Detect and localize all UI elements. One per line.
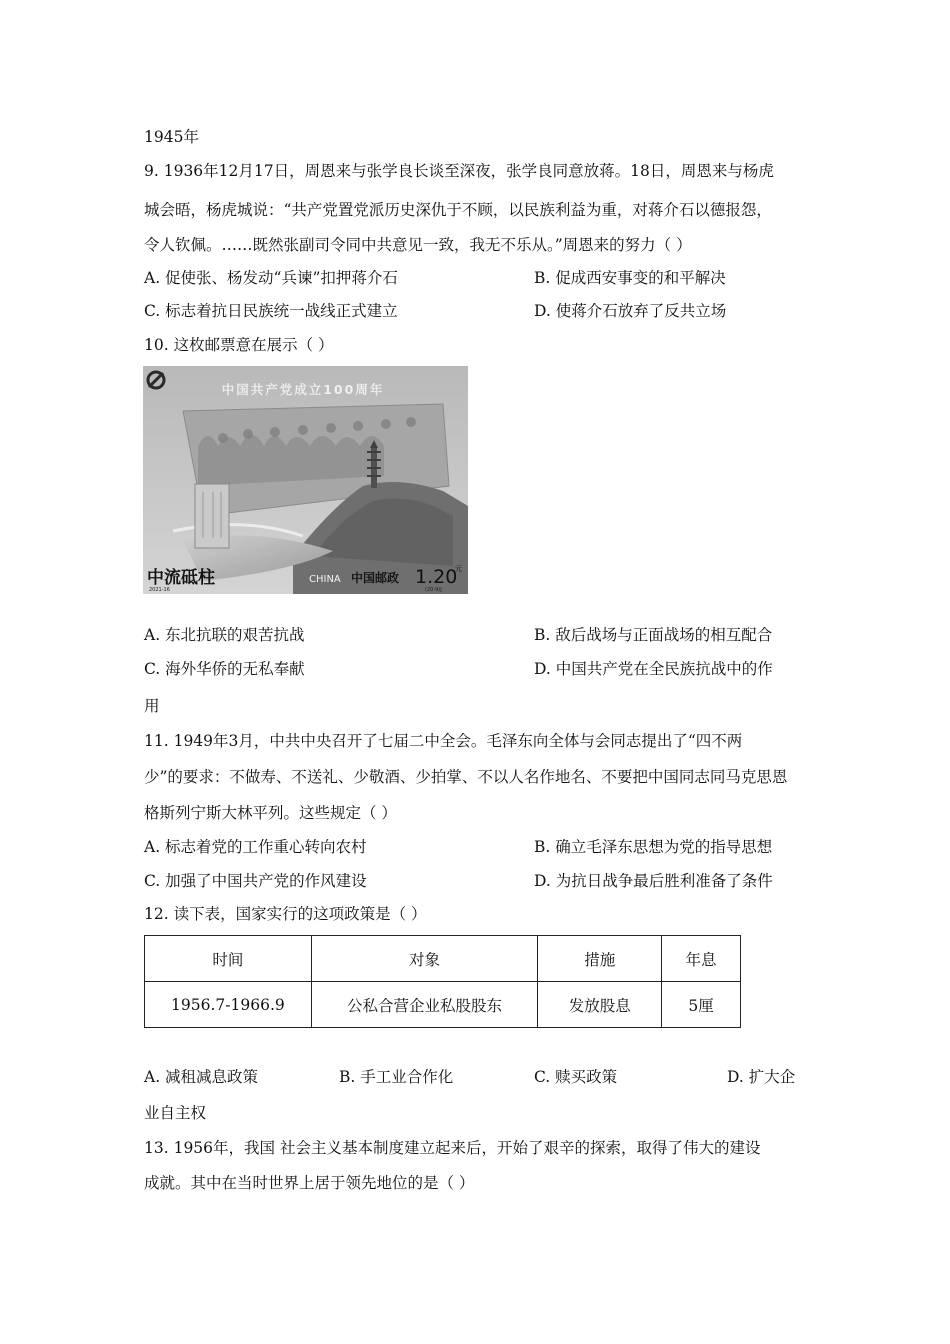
q9-stem-line-3: 令人钦佩。……既然张副司令同中共意见一致，我无不乐从。”周恩来的努力（ ） xyxy=(144,236,692,254)
q10-option-d: D. 中国共产党在全民族抗战中的作 xyxy=(534,660,773,678)
table-cell: 5厘 xyxy=(662,982,741,1028)
q12-option-c: C. 赎买政策 xyxy=(534,1068,618,1086)
q13-stem-line-1: 13. 1956年，我国 社会主义基本制度建立起来后，开始了艰辛的探索，取得了伟大的建设 xyxy=(144,1139,761,1157)
q11-stem-line-3: 格斯列宁斯大林平列。这些规定（ ） xyxy=(144,804,397,822)
q12-option-d: D. 扩大企 xyxy=(727,1068,796,1086)
q9-option-a: A. 促使张、杨发动“兵谏”扣押蒋介石 xyxy=(144,269,398,287)
q10-stem: 10. 这枚邮票意在展示（ ） xyxy=(144,336,334,354)
q10-option-a: A. 东北抗联的艰苦抗战 xyxy=(144,626,305,644)
q11-option-c: C. 加强了中国共产党的作风建设 xyxy=(144,872,367,890)
q11-option-b: B. 确立毛泽东思想为党的指导思想 xyxy=(534,838,773,856)
q12-option-d-wrap: 业自主权 xyxy=(144,1104,207,1122)
policy-table xyxy=(144,935,741,1028)
text-line-year: 1945年 xyxy=(144,128,199,146)
stamp-china: CHINA xyxy=(309,574,341,585)
q9-stem-line-2: 城会晤，杨虎城说：“共产党置党派历史深仇于不顾，以民族利益为重，对蒋介石以德报怨， xyxy=(144,201,772,219)
table-header-cell: 年息 xyxy=(662,936,741,982)
stamp-post: 中国邮政 xyxy=(351,571,400,585)
table-header-cell: 措施 xyxy=(538,936,662,982)
q11-stem-line-2: 少”的要求：不做寿、不送礼、少敬酒、少拍掌、不以人名作地名、不要把中国同志同马克思恩 xyxy=(144,768,788,786)
stamp-title: 中国共产党成立100周年 xyxy=(221,382,385,397)
q12-option-a: A. 减租减息政策 xyxy=(144,1068,259,1086)
q9-option-c: C. 标志着抗日民族统一战线正式建立 xyxy=(144,302,398,320)
table-cell: 1956.7-1966.9 xyxy=(145,982,312,1028)
stamp-value: 1.20 xyxy=(415,566,458,588)
table-header-row xyxy=(145,936,741,982)
q9-option-d: D. 使蒋介石放弃了反共立场 xyxy=(534,302,727,320)
q11-option-d: D. 为抗日战争最后胜利准备了条件 xyxy=(534,872,773,890)
stamp-name: 中流砥柱 xyxy=(147,568,215,588)
q13-stem-line-2: 成就。其中在当时世界上居于领先地位的是（ ） xyxy=(144,1174,475,1192)
stamp-unit: 元 xyxy=(455,565,462,573)
q10-option-b: B. 敌后战场与正面战场的相互配合 xyxy=(534,626,773,644)
table-cell: 发放股息 xyxy=(538,982,662,1028)
table-header-cell: 对象 xyxy=(311,936,538,982)
stamp-code-left: 2021-16 xyxy=(149,587,170,593)
stamp-code-right: (20-9)J xyxy=(425,587,442,593)
stamp-image xyxy=(143,366,468,594)
q12-option-b: B. 手工业合作化 xyxy=(339,1068,454,1086)
table-header-cell: 时间 xyxy=(145,936,312,982)
q9-option-b: B. 促成西安事变的和平解决 xyxy=(534,269,726,287)
q12-stem: 12. 读下表，国家实行的这项政策是（ ） xyxy=(144,905,427,923)
q9-stem-line-1: 9. 1936年12月17日，周恩来与张学良长谈至深夜，张学良同意放蒋。18日，周恩来与杨虎 xyxy=(144,162,774,180)
q10-option-c: C. 海外华侨的无私奉献 xyxy=(144,660,305,678)
table-cell: 公私合营企业私股股东 xyxy=(311,982,538,1028)
table-row xyxy=(145,982,741,1028)
q11-option-a: A. 标志着党的工作重心转向农村 xyxy=(144,838,367,856)
q11-stem-line-1: 11. 1949年3月，中共中央召开了七届二中全会。毛泽东向全体与会同志提出了“四不两 xyxy=(144,732,743,750)
q10-option-d-wrap: 用 xyxy=(144,697,160,715)
